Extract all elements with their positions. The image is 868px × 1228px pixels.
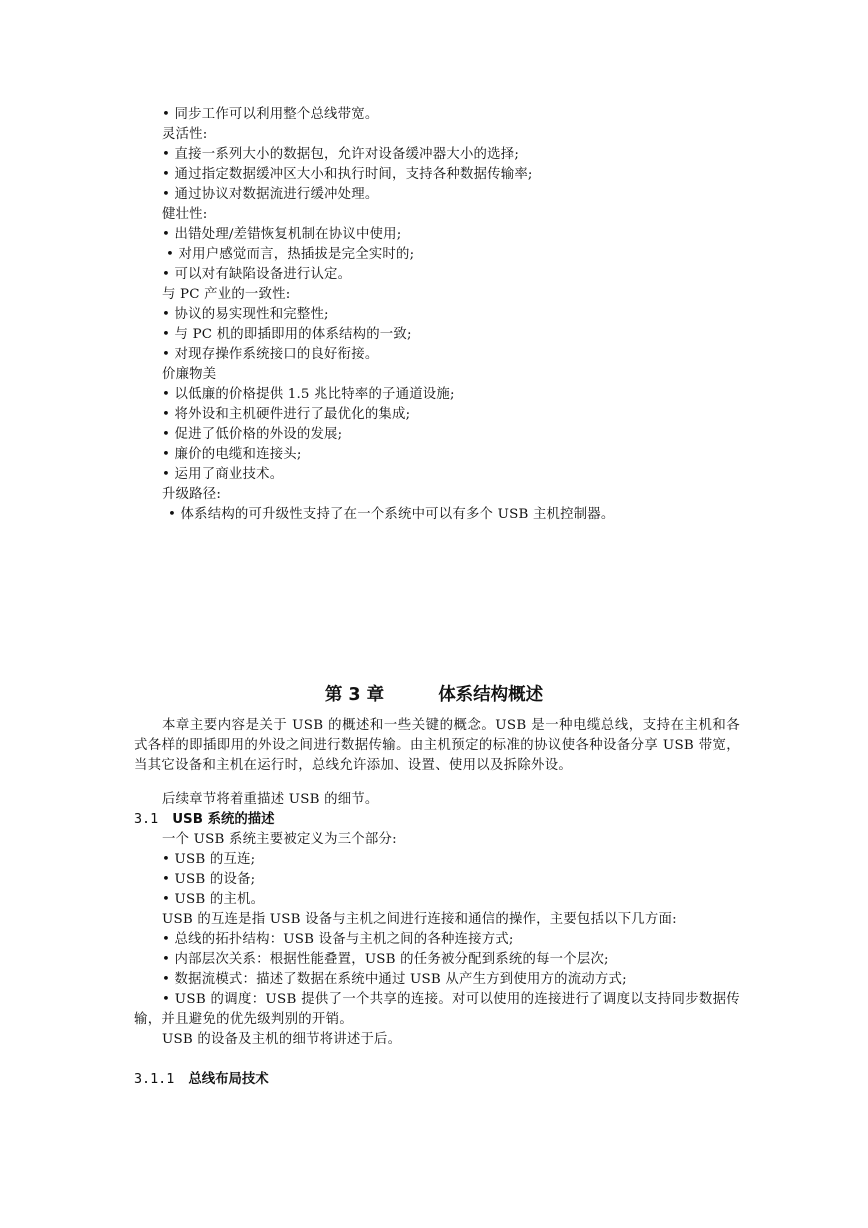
section-title: USB 系统的描述 — [172, 812, 275, 827]
list-item: • 与 PC 机的即插即用的体系结构的一致; — [162, 327, 412, 342]
section-heading-3-1 — [134, 810, 275, 830]
scheduling-paragraph: • USB 的调度：USB 提供了一个共享的连接。对可以使用的连接进行了调度以支持同步数据传输，并且避免的优先级判别的开销。 — [134, 992, 740, 1027]
section-title: 总线布局技术 — [188, 1072, 269, 1087]
list-item: • 对用户感觉而言，热插拔是完全实时的; — [166, 247, 415, 262]
list-item: • 直接一系列大小的数据包，允许对设备缓冲器大小的选择; — [162, 147, 520, 162]
list-item: • 通过指定数据缓冲区大小和执行时间，支持各种数据传输率; — [162, 167, 533, 182]
section-number: 3.1 — [134, 812, 159, 827]
chapter-name: 体系结构概述 — [438, 685, 544, 705]
section-number: 3.1.1 — [134, 1072, 175, 1087]
list-item: • USB 的互连; — [162, 852, 256, 867]
chapter-number: 第 3 章 — [324, 685, 385, 705]
list-item: • 对现存操作系统接口的良好衔接。 — [162, 347, 379, 362]
intro-paragraph-2: 后续章节将着重描述 USB 的细节。 — [162, 792, 379, 807]
closing-line: USB 的设备及主机的细节将讲述于后。 — [162, 1032, 402, 1047]
list-item: • 协议的易实现性和完整性; — [162, 307, 329, 322]
section-lead: 一个 USB 系统主要被定义为三个部分: — [162, 832, 397, 847]
list-item: • 出错处理/差错恢复机制在协议中使用; — [162, 227, 402, 242]
list-item: • 以低廉的价格提供 1.5 兆比特率的子通道设施; — [162, 387, 455, 402]
low-cost-heading: 价廉物美 — [162, 367, 217, 382]
flexibility-heading: 灵活性: — [162, 127, 208, 142]
robustness-heading: 健壮性: — [162, 207, 208, 222]
list-item: • 数据流模式：描述了数据在系统中通过 USB 从产生方到使用方的流动方式; — [162, 972, 627, 987]
sync-bandwidth-bullet: • 同步工作可以利用整个总线带宽。 — [162, 107, 379, 122]
section-heading-3-1-1 — [134, 1070, 269, 1090]
list-item: • 内部层次关系：根据性能叠置，USB 的任务被分配到系统的每一个层次; — [162, 952, 609, 967]
interconnect-lead: USB 的互连是指 USB 设备与主机之间进行连接和通信的操作，主要包括以下几方面: — [162, 912, 677, 927]
list-item: • 促进了低价格的外设的发展; — [162, 427, 343, 442]
list-item: • 总线的拓扑结构：USB 设备与主机之间的各种连接方式; — [162, 932, 514, 947]
list-item: • 廉价的电缆和连接头; — [162, 447, 302, 462]
list-item: • 将外设和主机硬件进行了最优化的集成; — [162, 407, 411, 422]
pc-consistency-heading: 与 PC 产业的一致性: — [162, 287, 291, 302]
chapter-title — [0, 682, 868, 708]
list-item: • USB 的设备; — [162, 872, 256, 887]
list-item: • 运用了商业技术。 — [162, 467, 284, 482]
list-item: • 体系结构的可升级性支持了在一个系统中可以有多个 USB 主机控制器。 — [168, 507, 615, 522]
list-item: • 通过协议对数据流进行缓冲处理。 — [162, 187, 379, 202]
intro-paragraph: 本章主要内容是关于 USB 的概述和一些关键的概念。USB 是一种电缆总线，支持在主机和各式各样的即插即用的外设之间进行数据传输。由主机预定的标准的协议使各种设备分享 USB 带宽，当其它设备和主机在运行时，总线允许添加、设置、使用以及拆除外设。 — [134, 718, 740, 773]
list-item: • 可以对有缺陷设备进行认定。 — [162, 267, 352, 282]
upgrade-heading: 升级路径: — [162, 487, 222, 502]
list-item: • USB 的主机。 — [162, 892, 265, 907]
